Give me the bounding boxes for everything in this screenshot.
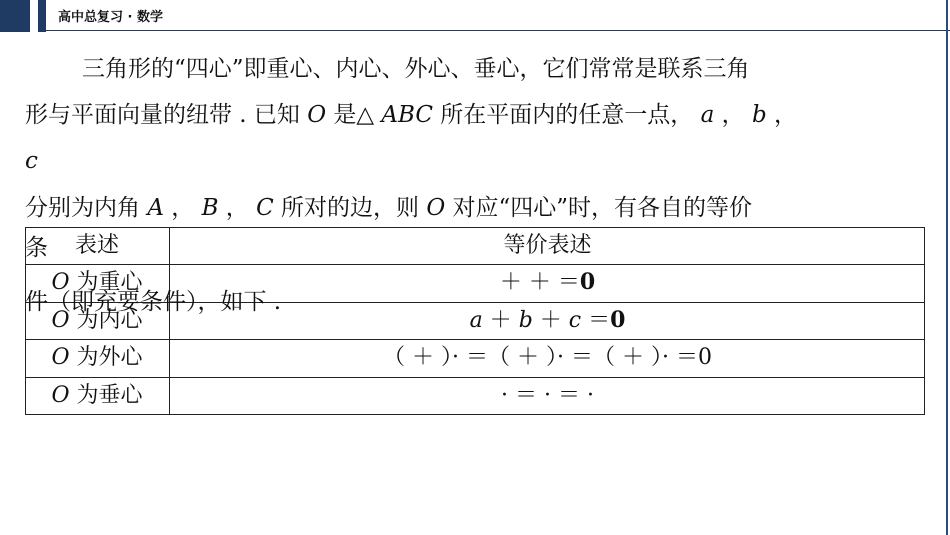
var-O: O [51,345,70,370]
var-b: b [751,102,767,128]
text-span: 三角形的“四心”即重心、内心、外心、垂心，它们常常是联系三角 [82,56,750,82]
header-accent-bar [0,0,30,32]
text-span: 所对的边，则 [273,195,427,221]
var-B: B [201,195,219,221]
var-c: c [25,148,38,174]
paragraph-line-6 [25,287,281,317]
paragraph-line-1 [82,54,750,84]
table-cell-condition [170,264,925,301]
text-span: 条 [25,235,48,261]
var-O: O [307,102,327,128]
paragraph-line-5 [25,233,48,263]
text-span: 为内心 [69,308,143,333]
text-span: ＝ [581,308,611,333]
text-span: 对应“四心”时，有各自的等价 [445,195,753,221]
text-span: 为垂心 [69,383,143,408]
var-O: O [51,308,70,333]
text-span: 为外心 [69,345,143,370]
text-span: ＋ [482,308,519,333]
text-span: 分别为内角 [25,195,148,221]
var-O: O [51,383,70,408]
table-header-description: 表述 [74,233,119,258]
text-span: ， [714,102,752,128]
table-cell-term [25,377,169,414]
text-span: 所在平面内的任意一点， [432,102,701,128]
table-cell-term [25,339,169,376]
zero-vector: 0 [579,269,596,295]
text-span: ， [766,102,797,128]
var-O: O [426,195,446,221]
var-b: b [518,308,533,333]
text-span: 为重心 [69,270,143,295]
paragraph-line-2 [25,100,797,130]
var-ABC: ABC [381,102,433,128]
var-A: A [147,195,164,221]
text-span: ＋ ＋ ＝ [499,270,580,295]
text-span: · ＝ · ＝ · [501,383,594,408]
text-span: ＋ [532,308,569,333]
table-rule [25,414,925,415]
header-divider [46,30,950,31]
text-span: 形与平面向量的纽带 . 已知 [25,102,308,128]
text-span: 是△ [326,102,382,128]
text-span: ， [218,195,257,221]
var-a: a [700,102,715,128]
text-span: （ ＋ ）· ＝（ ＋ ）· ＝（ ＋ ）· ＝0 [383,345,712,370]
table-cell-condition [170,339,925,376]
var-c: c [568,308,582,333]
slide-header [0,0,950,32]
table-cell-condition [170,377,925,414]
text-span: 件（即充要条件），如下 . [25,289,282,315]
var-O: O [51,270,70,295]
text-span: ， [163,195,202,221]
table-cell-condition [170,302,925,339]
header-title: 高中总复习 · 数学 [58,10,163,25]
var-C: C [256,195,274,221]
right-edge-rule [946,0,948,535]
header-accent-stripe [38,0,46,32]
table-header-equivalent: 等价表述 [503,233,592,258]
paragraph-line-3 [25,146,38,176]
zero-vector: 0 [610,307,626,333]
equivalence-table [25,227,925,415]
paragraph-line-4 [25,193,752,223]
var-a: a [469,308,483,333]
